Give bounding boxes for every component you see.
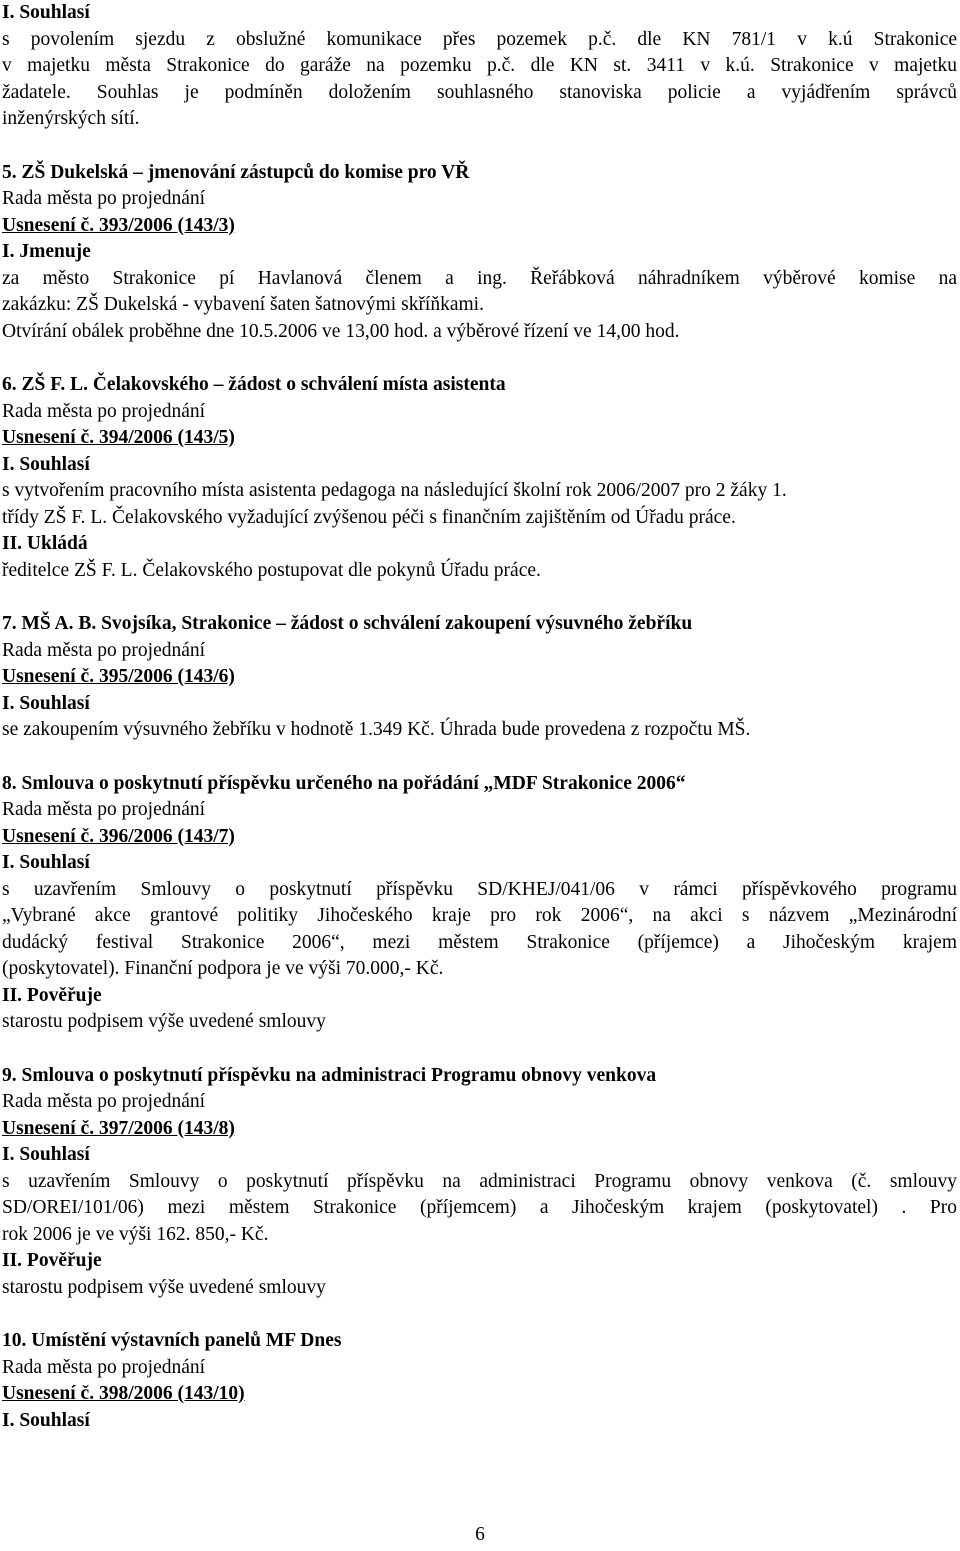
- section-heading: 5. ZŠ Dukelská – jmenování zástupců do komise pro VŘ: [2, 161, 470, 183]
- part-line: SD/OREI/101/06) mezi městem Strakonice (příjemcem) a Jihočeským krajem (poskytovatel) . Pro: [2, 1197, 957, 1218]
- intro-line: žadatele. Souhlas je podmíněn doložením souhlasného stanoviska policie a vyjádřením správců: [2, 81, 957, 103]
- council-line: Rada města po projednání: [2, 639, 206, 661]
- part-line: s uzavřením Smlouvy o poskytnutí příspěvku SD/KHEJ/041/06 v rámci příspěvkového programu: [2, 878, 957, 900]
- part-line: rok 2006 je ve výši 162. 850,- Kč.: [2, 1223, 269, 1245]
- council-line: Rada města po projednání: [2, 188, 206, 209]
- part-line: Otvírání obálek proběhne dne 10.5.2006 ve 13,00 hod. a výběrové řízení ve 14,00 hod.: [2, 320, 680, 342]
- part-line: ředitelce ZŠ F. L. Čelakovského postupovat dle pokynů Úřadu práce.: [2, 559, 541, 581]
- section-heading: 6. ZŠ F. L. Čelakovského – žádost o schválení místa asistenta: [2, 374, 506, 395]
- part-label: I. Souhlasí: [2, 1409, 90, 1431]
- part-line: (poskytovatel). Finanční podpora je ve výši 70.000,- Kč.: [2, 958, 444, 979]
- intro-line: v majetku města Strakonice do garáže na pozemku p.č. dle KN st. 3411 v k.ú. Strakonice v majetku: [2, 55, 957, 76]
- resolution-number: Usnesení č. 396/2006 (143/7): [2, 825, 235, 847]
- part-line: starostu podpisem výše uvedené smlouvy: [2, 1011, 326, 1032]
- part-line: starostu podpisem výše uvedené smlouvy: [2, 1276, 326, 1298]
- section-heading: 8. Smlouva o poskytnutí příspěvku určeného na pořádání „MDF Strakonice 2006“: [2, 772, 686, 794]
- part-line: se zakoupením výsuvného žebříku v hodnotě 1.349 Kč. Úhrada bude provedena z rozpočtu MŠ.: [2, 719, 751, 740]
- part-label: I. Souhlasí: [2, 1144, 90, 1165]
- part-line: za město Strakonice pí Havlanová členem a ing. Řeřábková náhradníkem výběrové komise na: [2, 267, 957, 289]
- part-label: I. Souhlasí: [2, 453, 90, 475]
- part-line: dudácký festival Strakonice 2006“, mezi městem Strakonice (příjemce) a Jihočeským krajem: [2, 931, 957, 953]
- section-heading: 9. Smlouva o poskytnutí příspěvku na administraci Programu obnovy venkova: [2, 1064, 657, 1086]
- page-number: 6: [475, 1524, 485, 1545]
- part-line: s uzavřením Smlouvy o poskytnutí příspěvku na administraci Programu obnovy venkova (č. smlouvy: [2, 1170, 957, 1192]
- intro-label: I. Souhlasí: [2, 2, 90, 23]
- part-line: „Vybrané akce grantové politiky Jihočeského kraje pro rok 2006“, na akci s názvem „Mezinárodní: [2, 905, 957, 926]
- council-line: Rada města po projednání: [2, 400, 206, 422]
- section-heading: 10. Umístění výstavních panelů MF Dnes: [2, 1330, 342, 1351]
- document-page: [2, 0, 957, 1434]
- part-line: zakázku: ZŠ Dukelská - vybavení šaten šatnovými skříňkami.: [2, 294, 484, 315]
- resolution-number: Usnesení č. 398/2006 (143/10): [2, 1383, 245, 1404]
- resolution-number: Usnesení č. 397/2006 (143/8): [2, 1117, 235, 1139]
- part-label: I. Souhlasí: [2, 852, 90, 873]
- part-label: II. Pověřuje: [2, 984, 102, 1006]
- section-heading: 7. MŠ A. B. Svojsíka, Strakonice – žádost o schválení zakoupení výsuvného žebříku: [2, 613, 693, 634]
- council-line: Rada města po projednání: [2, 1356, 206, 1378]
- resolution-number: Usnesení č. 395/2006 (143/6): [2, 666, 235, 687]
- intro-line: inženýrských sítí.: [2, 108, 140, 129]
- intro-line: s povolením sjezdu z obslužné komunikace přes pozemek p.č. dle KN 781/1 v k.ú Strakonice: [2, 28, 957, 50]
- part-label: II. Pověřuje: [2, 1250, 102, 1271]
- part-label: II. Ukládá: [2, 533, 88, 554]
- part-label: I. Jmenuje: [2, 241, 91, 262]
- part-label: I. Souhlasí: [2, 692, 90, 714]
- part-line: třídy ZŠ F. L. Čelakovského vyžadující zvýšenou péči s finančním zajištěním od Úřadu práce.: [2, 506, 736, 528]
- council-line: Rada města po projednání: [2, 799, 206, 820]
- resolution-number: Usnesení č. 394/2006 (143/5): [2, 427, 235, 448]
- part-line: s vytvořením pracovního místa asistenta pedagoga na následující školní rok 2006/2007 pro 2 žáky 1.: [2, 480, 787, 501]
- council-line: Rada města po projednání: [2, 1091, 206, 1112]
- resolution-number: Usnesení č. 393/2006 (143/3): [2, 214, 235, 236]
